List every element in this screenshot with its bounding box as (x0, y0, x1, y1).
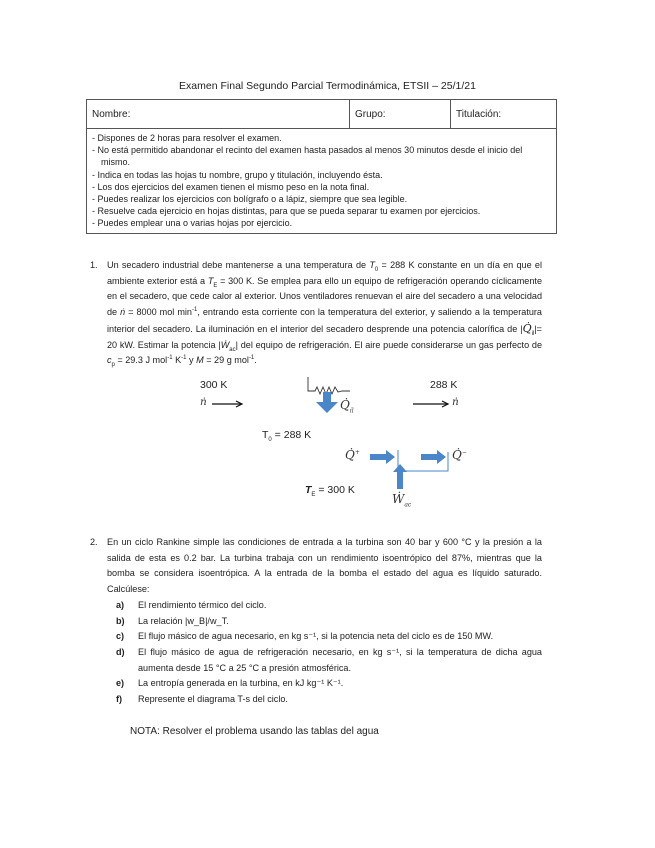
exterior-temp-label: $T_E = 300$ K (305, 484, 355, 499)
exam-title: Examen Final Segundo Parcial Termodinámica, ETSII – 25/1/21 (179, 80, 476, 92)
question-2 (90, 535, 542, 708)
rule-item: - Indica en todas las hojas tu nombre, grupo y titulación, incluyendo ésta. (92, 169, 383, 180)
q-plus-label: Q̇+ (345, 448, 360, 462)
item-a: a) El rendimiento térmico del ciclo. (116, 599, 267, 610)
rule-item: - Resuelve cada ejercicio en hojas distintas, para que se pueda separar tu examen por ejercicios. (92, 206, 481, 217)
question-number: 1. (90, 260, 98, 270)
question-1-text: Un secadero industrial debe mantenerse a una temperatura de $T_0 = 288$ K constante en un día en que el ambiente exterior está a $T_E = 300$ K. Se emplea para ello un equipo de refrigeración operando cíclicamente en el secadero, que cede calor al exterior. Unos ventiladores renuevan el aire del secadero a una velocidad de ṅ = 8000 mol $\min^{-1}$, entrando esta corriente con la temperatura del exterior, y saliendo a la temperatura interior del secadero. La iluminación en el interior del secadero desprende una potencia calorífica de $|Q̇_{il}|= 20$ kW. Estimar la potencia |Ẇ$_{ac}$| del equipo de refrigeración. El aire puede considerarse un gas perfecto de $c_p = 29.3$ J mol$^{-1}$ $K^{-1}$ y M = 29 g mol$^{-1}$. (107, 260, 542, 369)
refrigeration-diagram (190, 372, 480, 512)
rule-item: - Puedes realizar los ejercicios con bolígrafo o a lápiz, siempre que sea legible. (92, 194, 408, 205)
name-field[interactable]: Nombre: (87, 100, 350, 129)
item-b: b) La relación |w_B|/w_T. (116, 615, 229, 626)
w-ac-label: Ẇ$_{ac}$ (392, 492, 412, 509)
outlet-flow-label: ṅ (452, 396, 459, 408)
note: NOTA: Resolver el problema usando las tablas del agua (130, 726, 379, 737)
item-f: f) Represente el diagrama T-s del ciclo. (116, 694, 288, 705)
inlet-temp-label: 300 K (200, 379, 228, 391)
question-2-intro: En un ciclo Rankine simple las condiciones de entrada a la turbina son 40 bar y 600 °C y la presión a la salida de esta es 0.2 bar. La turbina trabaja con un rendimiento isoentrópico del 87%, mientras que la bomba se considera isoentrópica. A la entrada de la bomba el estado del agua es líquido saturado. Calcúlese: (107, 537, 542, 595)
rule-item: - Dispones de 2 horas para resolver el examen. (92, 133, 282, 143)
q-il-label: $Q̇_{il}$ (340, 398, 354, 415)
group-field[interactable]: Grupo: (350, 100, 451, 129)
rule-item: - No está permitido abandonar el recinto del examen hasta pasados al menos 30 minutos desde el inicio del mismo. (92, 145, 523, 168)
exam-rules (87, 129, 557, 234)
item-d: d) El flujo másico de agua de refrigeración necesario, en kg s⁻¹, si la temperatura de dicha agua aumenta desde 15 °C a 25 °C a presión atmosférica. (116, 646, 542, 673)
item-c: c) El flujo másico de agua necesario, en kg s⁻¹, si la potencia neta del ciclo es de 150 MW. (116, 631, 494, 642)
rule-item: - Puedes emplear una o varias hojas por ejercicio. (92, 218, 293, 229)
question-2-items (116, 598, 542, 708)
degree-field[interactable]: Titulación: (451, 100, 557, 129)
interior-temp-label: $T_0 = 288$ K (262, 429, 312, 444)
student-info-table (86, 99, 557, 234)
question-1 (90, 258, 542, 369)
inlet-flow-label: ṅ (200, 396, 207, 408)
question-number: 2. (90, 537, 98, 547)
item-e: e) La entropía generada en la turbina, en kJ kg⁻¹ K⁻¹. (116, 678, 344, 689)
outlet-temp-label: 288 K (430, 379, 458, 391)
rule-item: - Los dos ejercicios del examen tienen el mismo peso en la nota final. (92, 181, 370, 192)
q-minus-label: Q̇− (452, 448, 467, 462)
